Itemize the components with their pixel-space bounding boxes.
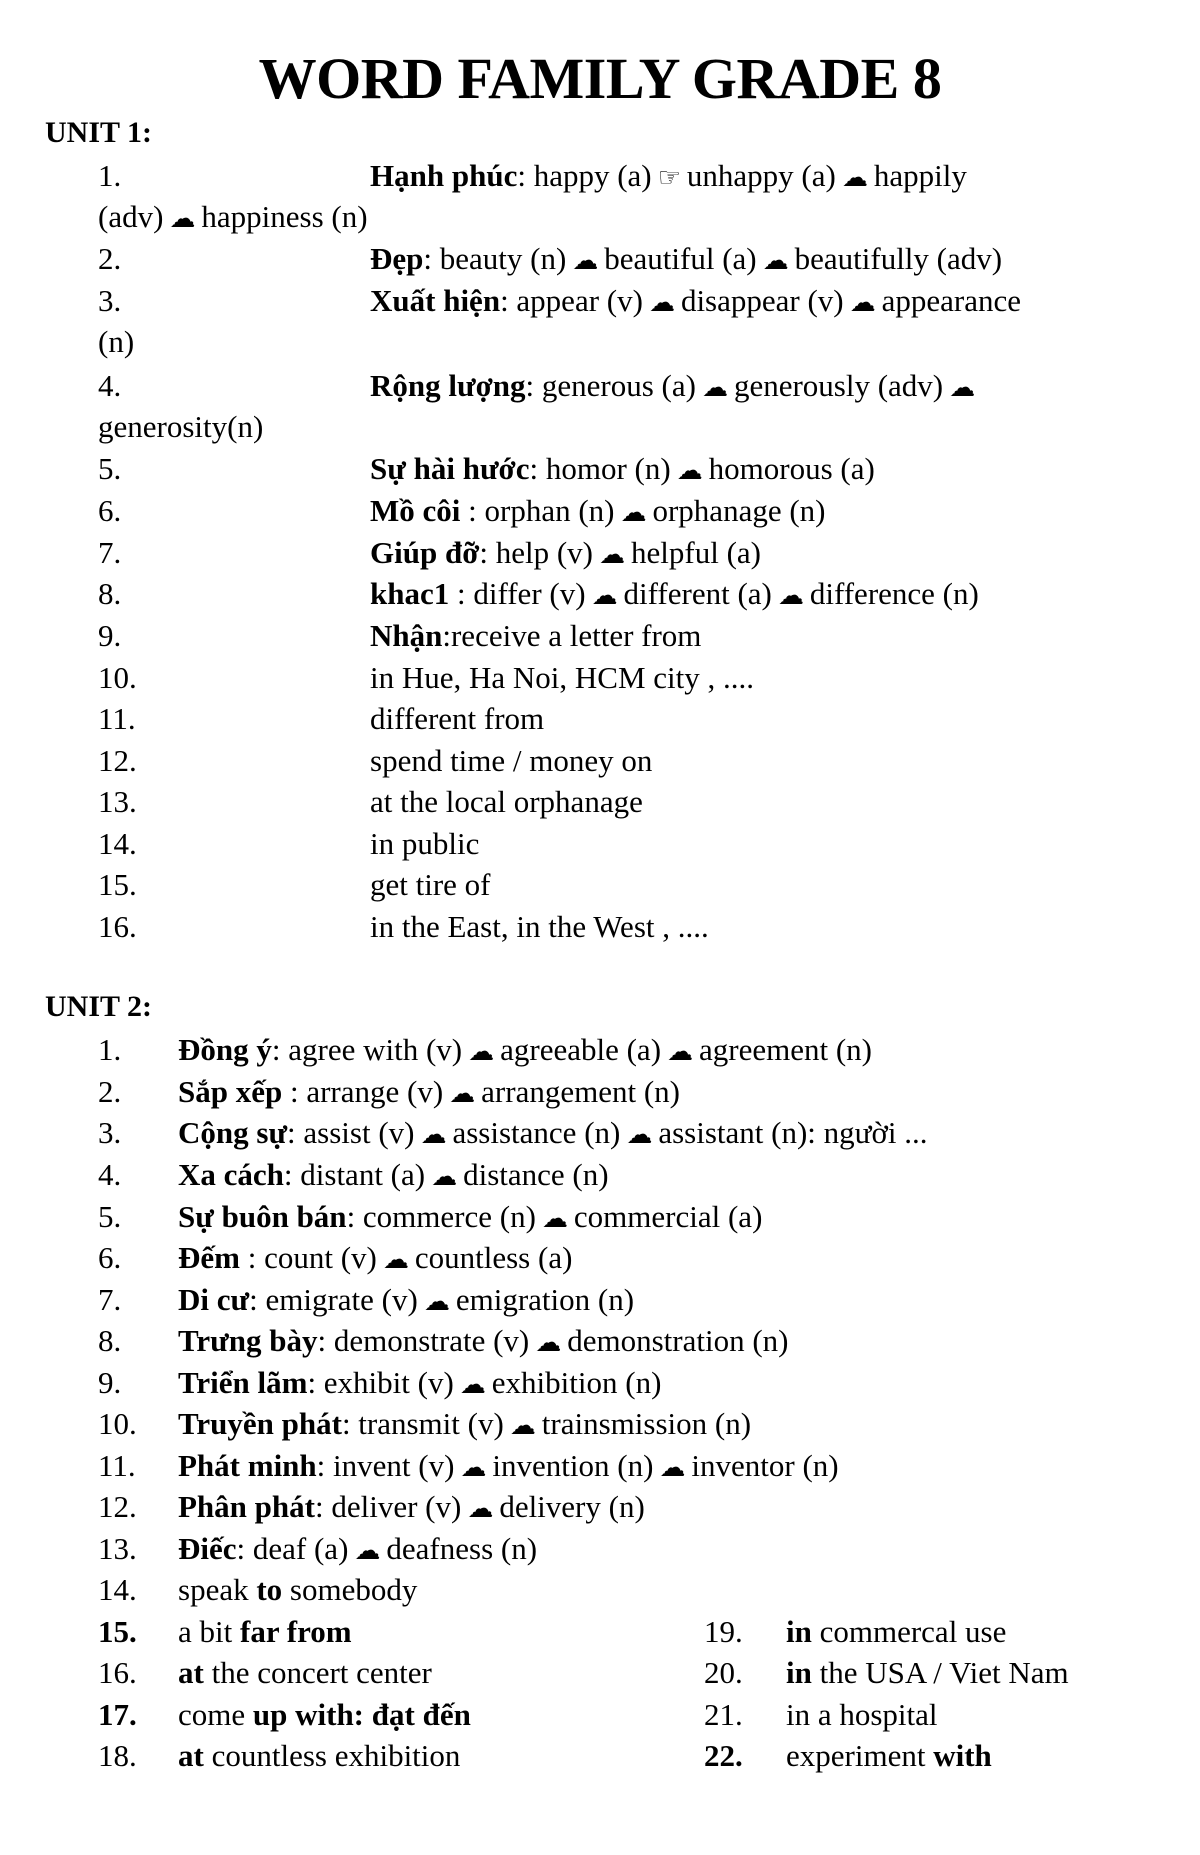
item-derivative: (n)	[98, 324, 135, 359]
item-number: 7.	[98, 535, 122, 570]
item-bold: in	[786, 1655, 812, 1690]
item-number: 3.	[98, 1115, 122, 1150]
item-definition: : exhibit (v)	[307, 1365, 454, 1400]
item-term: Cộng sự	[178, 1115, 288, 1150]
arrow-icon: ☁	[648, 288, 675, 318]
item-text	[370, 615, 701, 656]
item-text	[178, 1445, 839, 1489]
item-definition: in Hue, Ha Noi, HCM city , ....	[370, 660, 755, 695]
item-number: 20.	[704, 1655, 743, 1690]
arrow-icon: ☁	[541, 1204, 568, 1234]
item-text	[786, 1611, 1006, 1652]
item-definition: : arrange (v)	[282, 1074, 444, 1109]
item-text	[786, 1694, 938, 1735]
item-derivative: beautifully (adv)	[794, 241, 1003, 276]
item-text	[786, 1735, 992, 1776]
item-number: 11.	[98, 1448, 136, 1483]
item-derivative: homorous (a)	[708, 451, 875, 486]
item-derivative: assistance (n)	[452, 1115, 621, 1150]
item-number: 15.	[98, 1614, 137, 1649]
item-definition: : invent (v)	[316, 1448, 455, 1483]
item-pre: a bit	[178, 1614, 240, 1649]
page-title: WORD FAMILY GRADE 8	[258, 46, 942, 111]
item-number: 2.	[98, 241, 122, 276]
item-text	[370, 864, 491, 905]
item-text	[370, 280, 1021, 324]
item-number: 18.	[98, 1738, 137, 1773]
arrow-icon: ☁	[777, 581, 804, 611]
item-number: 10.	[98, 660, 137, 695]
item-definition: : generous (a)	[525, 368, 696, 403]
item-bold: up with: đạt đến	[252, 1697, 471, 1732]
item-term: Điếc	[178, 1531, 237, 1566]
item-term: Xa cách	[178, 1157, 284, 1192]
arrow-icon: ☁	[169, 204, 196, 234]
item-pre: in a hospital	[786, 1697, 938, 1732]
item-definition: : demonstrate (v)	[317, 1323, 530, 1358]
item-number: 13.	[98, 1531, 137, 1566]
item-text	[370, 781, 643, 822]
item-derivative: generously (adv)	[733, 368, 944, 403]
arrow-icon: ☁	[591, 581, 618, 611]
item-definition: : appear (v)	[500, 283, 643, 318]
item-number: 10.	[98, 1406, 137, 1441]
arrow-icon: ☁	[762, 246, 789, 276]
item-derivative: commercial (a)	[573, 1199, 763, 1234]
item-text	[370, 740, 652, 781]
item-text	[786, 1652, 1069, 1693]
item-number: 21.	[704, 1697, 743, 1732]
arrow-icon: ☁	[659, 1453, 686, 1483]
arrow-icon: ☁	[667, 1037, 694, 1067]
item-derivative: arrangement (n)	[481, 1074, 680, 1109]
item-text	[178, 1486, 645, 1530]
item-text	[370, 155, 967, 199]
item-derivative: trainsmission (n)	[541, 1406, 752, 1441]
arrow-icon: ☁	[572, 246, 599, 276]
item-text	[178, 1071, 680, 1115]
unit1-heading: UNIT 1:	[45, 116, 152, 149]
item-definition: in the East, in the West , ....	[370, 909, 709, 944]
item-number: 17.	[98, 1697, 137, 1732]
item-definition: : happy (a)	[517, 158, 652, 193]
item-term: Mồ côi	[370, 493, 461, 528]
item-definition: in public	[370, 826, 480, 861]
item-text	[370, 906, 709, 947]
item-definition: : deaf (a)	[236, 1531, 349, 1566]
arrow-icon: ☁	[701, 373, 728, 403]
item-definition: : homor (n)	[529, 451, 671, 486]
item-derivative: appearance	[881, 283, 1022, 318]
unit2-heading: UNIT 2:	[45, 990, 152, 1023]
item-definition: : differ (v)	[449, 576, 586, 611]
item-text	[178, 1403, 751, 1447]
item-text	[178, 1237, 572, 1281]
item-bold: in	[786, 1614, 812, 1649]
arrow-icon: ☁	[420, 1120, 447, 1150]
item-text	[178, 1154, 609, 1198]
item-text	[178, 1279, 634, 1323]
item-number: 19.	[704, 1614, 743, 1649]
arrow-icon: ☁	[535, 1328, 562, 1358]
item-term: Đồng ý	[178, 1032, 272, 1067]
item-definition: : transmit (v)	[341, 1406, 504, 1441]
item-continuation	[98, 406, 263, 447]
item-derivative: assistant (n): người ...	[658, 1115, 928, 1150]
item-number: 7.	[98, 1282, 122, 1317]
item-derivative: invention (n)	[492, 1448, 654, 1483]
item-term: Đẹp	[370, 241, 424, 276]
item-text	[178, 1362, 661, 1406]
arrow-icon: ☁	[354, 1536, 381, 1566]
item-text	[370, 238, 1002, 282]
item-number: 9.	[98, 618, 122, 653]
item-definition: spend time / money on	[370, 743, 653, 778]
item-definition: different from	[370, 701, 545, 736]
item-number: 12.	[98, 1489, 137, 1524]
item-derivative: unhappy (a)	[686, 158, 836, 193]
arrow-icon: ☁	[849, 288, 876, 318]
item-derivative: (adv)	[98, 199, 164, 234]
item-pre: come	[178, 1697, 253, 1732]
item-number: 15.	[98, 867, 137, 902]
item-definition: : distant (a)	[283, 1157, 426, 1192]
item-term: Xuất hiện	[370, 283, 501, 318]
item-number: 11.	[98, 701, 136, 736]
item-term: Đếm	[178, 1240, 240, 1275]
item-definition: : agree with (v)	[271, 1032, 463, 1067]
item-pre: speak	[178, 1572, 257, 1607]
item-term: Phân phát	[178, 1489, 315, 1524]
item-term: Nhận	[370, 618, 443, 653]
item-number: 1.	[98, 1032, 122, 1067]
item-number: 5.	[98, 1199, 122, 1234]
arrow-icon: ☁	[841, 163, 868, 193]
item-derivative: difference (n)	[809, 576, 979, 611]
arrow-icon: ☁	[509, 1411, 536, 1441]
item-text	[370, 365, 981, 409]
item-term: Giúp đỡ	[370, 535, 480, 570]
item-derivative: agreeable (a)	[500, 1032, 662, 1067]
item-definition: : help (v)	[479, 535, 594, 570]
item-definition: : emigrate (v)	[249, 1282, 418, 1317]
item-number: 13.	[98, 784, 137, 819]
item-derivative: generosity(n)	[98, 409, 264, 444]
item-derivative: distance (n)	[463, 1157, 609, 1192]
item-derivative: agreement (n)	[699, 1032, 872, 1067]
item-derivative: beautiful (a)	[604, 241, 757, 276]
item-text	[178, 1611, 352, 1652]
item-text	[178, 1196, 762, 1240]
item-derivative: different (a)	[623, 576, 772, 611]
item-text	[178, 1112, 927, 1156]
item-derivative: delivery (n)	[499, 1489, 645, 1524]
item-bold: to	[256, 1572, 283, 1607]
arrow-icon: ☁	[676, 456, 703, 486]
item-number: 5.	[98, 451, 122, 486]
item-post: the concert center	[203, 1655, 432, 1690]
arrow-icon: ☁	[949, 373, 976, 403]
item-term: khac1	[370, 576, 450, 611]
item-definition: : assist (v)	[287, 1115, 415, 1150]
item-continuation	[98, 321, 134, 362]
item-derivative: orphanage (n)	[652, 493, 826, 528]
item-number: 16.	[98, 909, 137, 944]
item-text	[370, 532, 761, 576]
item-text	[178, 1694, 471, 1735]
arrow-icon: ☁	[599, 540, 626, 570]
item-term: Sự hài hước	[370, 451, 530, 486]
arrow-icon: ☁	[460, 1453, 487, 1483]
item-number: 4.	[98, 368, 122, 403]
item-derivative: inventor (n)	[691, 1448, 839, 1483]
item-text	[370, 573, 979, 617]
arrow-icon: ☁	[620, 498, 647, 528]
item-number: 8.	[98, 1323, 122, 1358]
item-term: Phát minh	[178, 1448, 317, 1483]
item-derivative: exhibition (n)	[491, 1365, 662, 1400]
item-number: 12.	[98, 743, 137, 778]
item-number: 2.	[98, 1074, 122, 1109]
item-derivative: deafness (n)	[386, 1531, 538, 1566]
item-number: 1.	[98, 158, 122, 193]
arrow-icon: ☞	[657, 163, 681, 193]
item-text	[178, 1569, 417, 1610]
item-text	[370, 490, 825, 534]
item-text	[370, 448, 875, 492]
item-derivative: countless (a)	[414, 1240, 573, 1275]
item-definition: : count (v)	[239, 1240, 377, 1275]
item-number: 8.	[98, 576, 122, 611]
arrow-icon: ☁	[467, 1494, 494, 1524]
arrow-icon: ☁	[449, 1079, 476, 1109]
item-number: 14.	[98, 826, 137, 861]
item-number: 9.	[98, 1365, 122, 1400]
item-definition: : deliver (v)	[314, 1489, 462, 1524]
item-term: Trưng bày	[178, 1323, 318, 1358]
arrow-icon: ☁	[468, 1037, 495, 1067]
item-derivative: demonstration (n)	[567, 1323, 789, 1358]
item-post: the USA / Viet Nam	[811, 1655, 1069, 1690]
item-post: somebody	[282, 1572, 418, 1607]
arrow-icon: ☁	[423, 1287, 450, 1317]
item-continuation	[98, 196, 368, 240]
arrow-icon: ☁	[431, 1162, 458, 1192]
item-term: Sự buôn bán	[178, 1199, 347, 1234]
item-bold: far from	[240, 1614, 352, 1649]
item-definition: : commerce (n)	[346, 1199, 536, 1234]
item-text	[178, 1528, 537, 1572]
item-text	[178, 1652, 432, 1693]
arrow-icon: ☁	[382, 1245, 409, 1275]
arrow-icon: ☁	[459, 1370, 486, 1400]
item-derivative: emigration (n)	[455, 1282, 635, 1317]
item-derivative: happily	[873, 158, 967, 193]
item-text	[178, 1029, 872, 1073]
item-number: 4.	[98, 1157, 122, 1192]
item-term: Rộng lượng	[370, 368, 526, 403]
item-number: 6.	[98, 493, 122, 528]
item-definition: : orphan (n)	[460, 493, 615, 528]
item-text	[370, 823, 479, 864]
item-number: 22.	[704, 1738, 743, 1773]
item-bold: at	[178, 1655, 204, 1690]
item-text	[178, 1735, 460, 1776]
item-term: Hạnh phúc	[370, 158, 518, 193]
item-definition: at the local orphanage	[370, 784, 643, 819]
item-derivative: helpful (a)	[631, 535, 761, 570]
item-pre: experiment	[786, 1738, 934, 1773]
item-bold: at	[178, 1738, 204, 1773]
item-text	[370, 698, 544, 739]
item-definition: : beauty (n)	[423, 241, 567, 276]
item-number: 3.	[98, 283, 122, 318]
item-number: 16.	[98, 1655, 137, 1690]
item-definition: :receive a letter from	[442, 618, 702, 653]
item-bold: with	[933, 1738, 992, 1773]
item-derivative: disappear (v)	[680, 283, 844, 318]
item-number: 6.	[98, 1240, 122, 1275]
arrow-icon: ☁	[626, 1120, 653, 1150]
item-post: commercal use	[811, 1614, 1007, 1649]
item-text	[178, 1320, 789, 1364]
item-term: Sắp xếp	[178, 1074, 283, 1109]
item-derivative: happiness (n)	[201, 199, 368, 234]
item-number: 14.	[98, 1572, 137, 1607]
item-text	[370, 657, 754, 698]
item-term: Triển lãm	[178, 1365, 308, 1400]
item-definition: get tire of	[370, 867, 491, 902]
item-term: Di cư	[178, 1282, 250, 1317]
item-post: countless exhibition	[203, 1738, 461, 1773]
item-term: Truyền phát	[178, 1406, 342, 1441]
